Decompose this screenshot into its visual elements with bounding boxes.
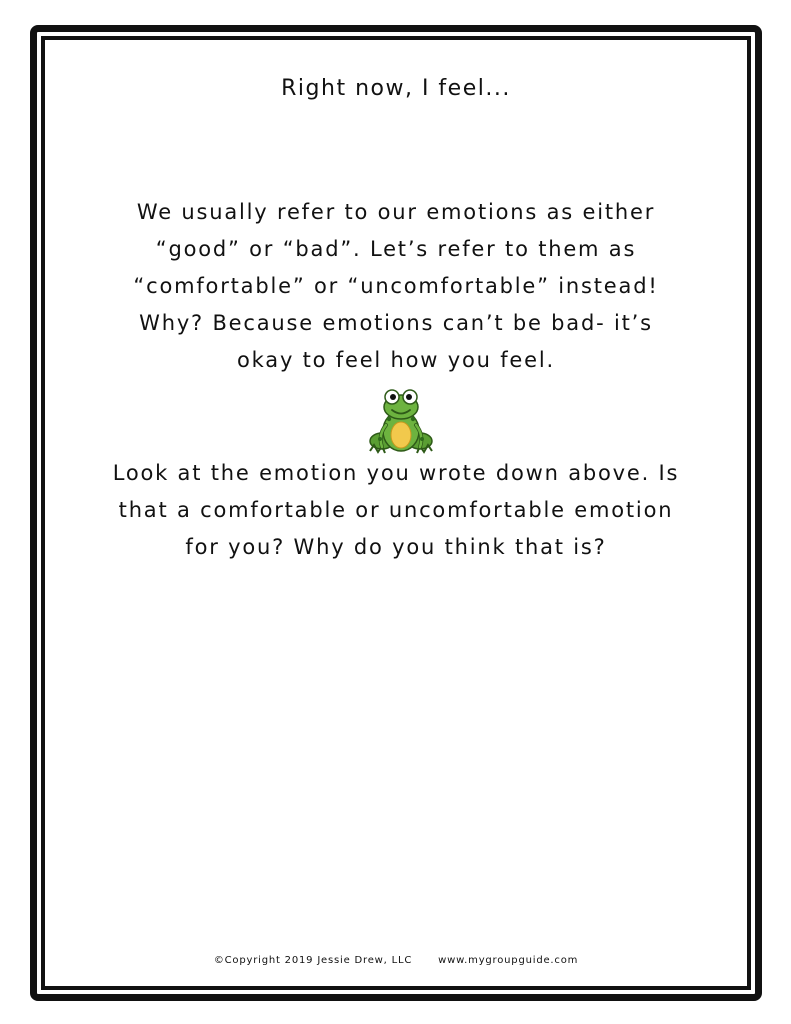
website-text: www.mygroupguide.com xyxy=(438,955,579,966)
worksheet-heading: Right now, I feel... xyxy=(281,76,511,101)
frog-icon xyxy=(368,385,434,457)
copyright-text: ©Copyright 2019 Jessie Drew, LLC xyxy=(213,955,413,966)
footer xyxy=(45,955,747,966)
emotions-explanation-paragraph: We usually refer to our emotions as either “good” or “bad”. Let’s refer to them as “comfortable” or “uncomfortable” instead! Why? Because emotions can’t be bad- it’s okay to feel how you feel. xyxy=(133,200,659,372)
reflection-question-paragraph: Look at the emotion you wrote down above. Is that a comfortable or uncomfortable emotion for you? Why do you think that is? xyxy=(112,461,680,559)
worksheet-content xyxy=(45,40,747,986)
